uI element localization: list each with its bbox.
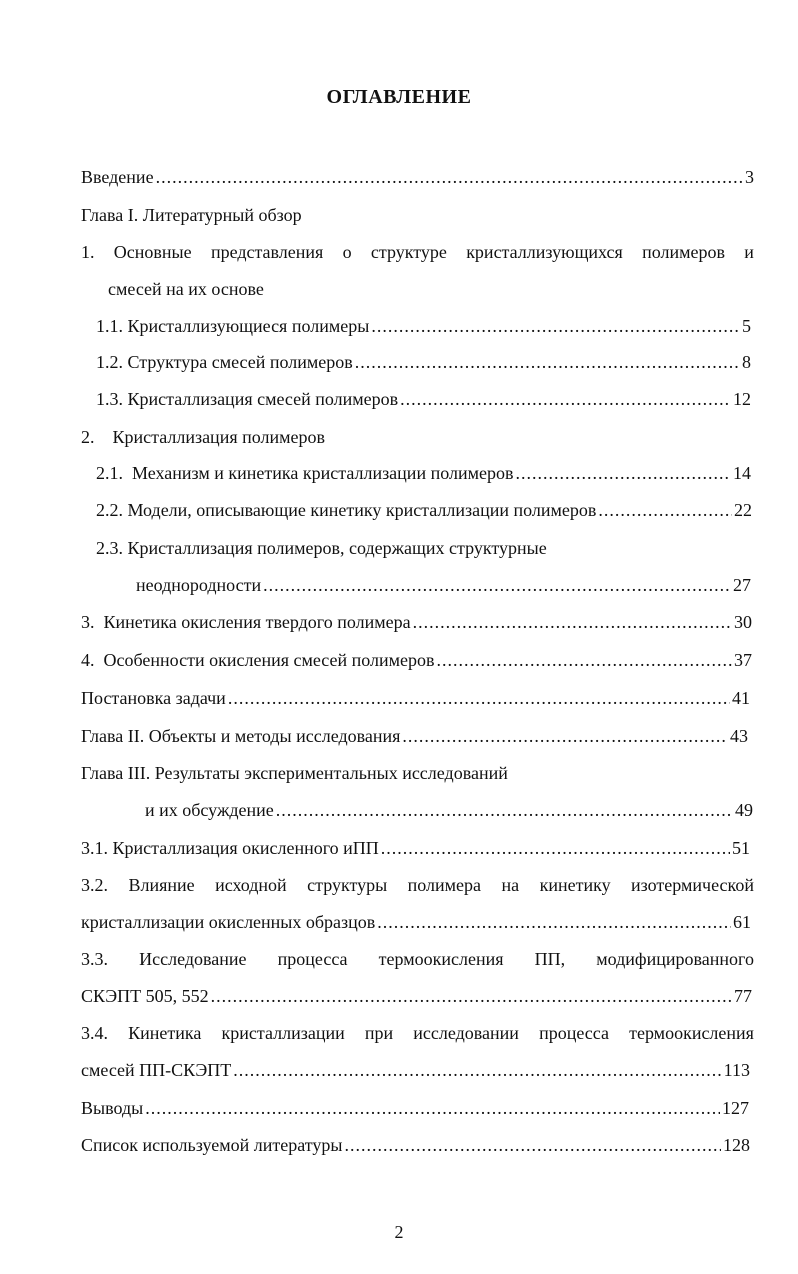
toc-entry-text: кристаллизации окисленных образцов (81, 912, 376, 932)
toc-entry-references (81, 1133, 750, 1157)
word: Влияние (128, 875, 195, 895)
toc-entry-page: 12 (733, 389, 751, 409)
toc-entry-3 (81, 610, 752, 634)
dot-leader (276, 798, 733, 822)
word: при (364, 1023, 394, 1043)
dot-leader (598, 498, 732, 522)
word: исходной (215, 875, 287, 895)
dot-leader (145, 1096, 720, 1120)
toc-entry-page: 5 (742, 316, 751, 336)
toc-chapter-3-line-2 (145, 798, 753, 822)
dot-leader (371, 314, 740, 338)
toc-entry-text: Постановка задачи (81, 688, 226, 708)
toc-entry-page: 8 (742, 352, 751, 372)
dot-leader (233, 1058, 721, 1082)
toc-entry-text: Выводы (81, 1098, 144, 1118)
toc-entry-text: 4. Особенности окисления смесей полимеров (81, 650, 435, 670)
word: процесса (277, 949, 348, 969)
page-title: ОГЛАВЛЕНИЕ (326, 86, 472, 108)
toc-entry-text: 1.3. Кристаллизация смесей полимеров (96, 389, 399, 409)
dot-leader (437, 648, 732, 672)
toc-entry-text: 1.1. Кристаллизующиеся полимеры (96, 316, 370, 336)
word: структуре (370, 242, 447, 262)
dot-leader (377, 910, 731, 934)
dot-leader (355, 350, 740, 374)
word: кристаллизующихся (466, 242, 623, 262)
toc-entry-page: 49 (735, 800, 753, 820)
word: и (744, 242, 754, 262)
dot-leader (344, 1133, 721, 1157)
word: на (501, 875, 520, 895)
toc-entry-text: 3.1. Кристаллизация окисленного иПП (81, 838, 379, 858)
dot-leader (381, 836, 730, 860)
word: кинетику (539, 875, 611, 895)
word: ПП, (534, 949, 566, 969)
toc-entry-3-4-line-1 (81, 1021, 754, 1045)
toc-entry-conclusions (81, 1096, 749, 1120)
word: 1. (81, 242, 95, 262)
toc-entry-1-1 (96, 314, 751, 338)
toc-entry-3-3-line-1 (81, 947, 754, 971)
word: о (342, 242, 352, 262)
toc-entry-text: неоднородности (136, 575, 262, 595)
toc-section-2: 2. Кристаллизация полимеров (81, 427, 325, 447)
toc-section-1-line-2: смесей на их основе (108, 279, 264, 299)
word: изотермической (631, 875, 754, 895)
dot-leader (402, 724, 728, 748)
word: Исследование (139, 949, 247, 969)
word: термоокисления (629, 1023, 754, 1043)
word: модифицированного (596, 949, 754, 969)
word: исследовании (413, 1023, 519, 1043)
toc-entry-3-2-line-2 (81, 910, 751, 934)
word: представления (210, 242, 324, 262)
toc-entry-text: Список используемой литературы (81, 1135, 343, 1155)
dot-leader (228, 686, 730, 710)
toc-entry-page: 22 (734, 500, 752, 520)
toc-entry-page: 113 (723, 1060, 750, 1080)
page-number: 2 (394, 1222, 404, 1242)
toc-section-1-line-1 (81, 240, 754, 264)
toc-entry-3-4-line-2 (81, 1058, 750, 1082)
word: полимеров (642, 242, 725, 262)
word: полимера (407, 875, 482, 895)
toc-entry-text: СКЭПТ 505, 552 (81, 986, 209, 1006)
toc-entry-1-3 (96, 387, 751, 411)
toc-entry-text: Введение (81, 167, 154, 187)
toc-entry-text: 2.2. Модели, описывающие кинетику кристаллизации полимеров (96, 500, 597, 520)
toc-entry-text: 1.2. Структура смесей полимеров (96, 352, 353, 372)
word: 3.3. (81, 949, 108, 969)
toc-entry-task (81, 686, 750, 710)
word: кристаллизации (221, 1023, 345, 1043)
toc-entry-page: 61 (733, 912, 751, 932)
dot-leader (413, 610, 732, 634)
toc-entry-3-1 (81, 836, 750, 860)
toc-entry-text: Глава II. Объекты и методы исследования (81, 726, 401, 746)
dot-leader (263, 573, 731, 597)
dot-leader (211, 984, 732, 1008)
toc-entry-page: 128 (723, 1135, 750, 1155)
toc-entry-1-2 (96, 350, 751, 374)
toc-entry-intro (81, 165, 754, 189)
toc-entry-page: 14 (733, 463, 751, 483)
toc-entry-page: 77 (734, 986, 752, 1006)
toc-entry-text: 2.1. Механизм и кинетика кристаллизации полимеров (96, 463, 514, 483)
toc-entry-text: 3. Кинетика окисления твердого полимера (81, 612, 411, 632)
toc-entry-2-3-line-1: 2.3. Кристаллизация полимеров, содержащих структурные (96, 538, 547, 558)
toc-entry-text: и их обсуждение (145, 800, 274, 820)
toc-entry-3-3-line-2 (81, 984, 752, 1008)
word: процесса (539, 1023, 609, 1043)
toc-entry-page: 27 (733, 575, 751, 595)
toc-entry-2-3-line-2 (136, 573, 751, 597)
word: 3.4. (81, 1023, 108, 1043)
toc-chapter-1: Глава I. Литературный обзор (81, 205, 302, 225)
toc-chapter-3-line-1: Глава III. Результаты экспериментальных исследований (81, 763, 508, 783)
word: 3.2. (81, 875, 108, 895)
toc-entry-2-2 (96, 498, 752, 522)
word: Кинетика (128, 1023, 202, 1043)
toc-entry-3-2-line-1 (81, 873, 754, 897)
dot-leader (515, 461, 731, 485)
toc-entry-chapter-2 (81, 724, 748, 748)
toc-entry-text: смесей ПП-СКЭПТ (81, 1060, 232, 1080)
toc-entry-page: 37 (734, 650, 752, 670)
toc-entry-page: 51 (732, 838, 750, 858)
dot-leader (156, 165, 743, 189)
toc-entry-4 (81, 648, 752, 672)
toc-entry-page: 30 (734, 612, 752, 632)
toc-entry-page: 3 (745, 167, 754, 187)
toc-entry-page: 43 (730, 726, 748, 746)
toc-entry-page: 127 (722, 1098, 749, 1118)
toc-entry-2-1 (96, 461, 751, 485)
word: структуры (307, 875, 388, 895)
word: Основные (113, 242, 192, 262)
word: термоокисления (378, 949, 504, 969)
toc-entry-page: 41 (732, 688, 750, 708)
dot-leader (400, 387, 731, 411)
